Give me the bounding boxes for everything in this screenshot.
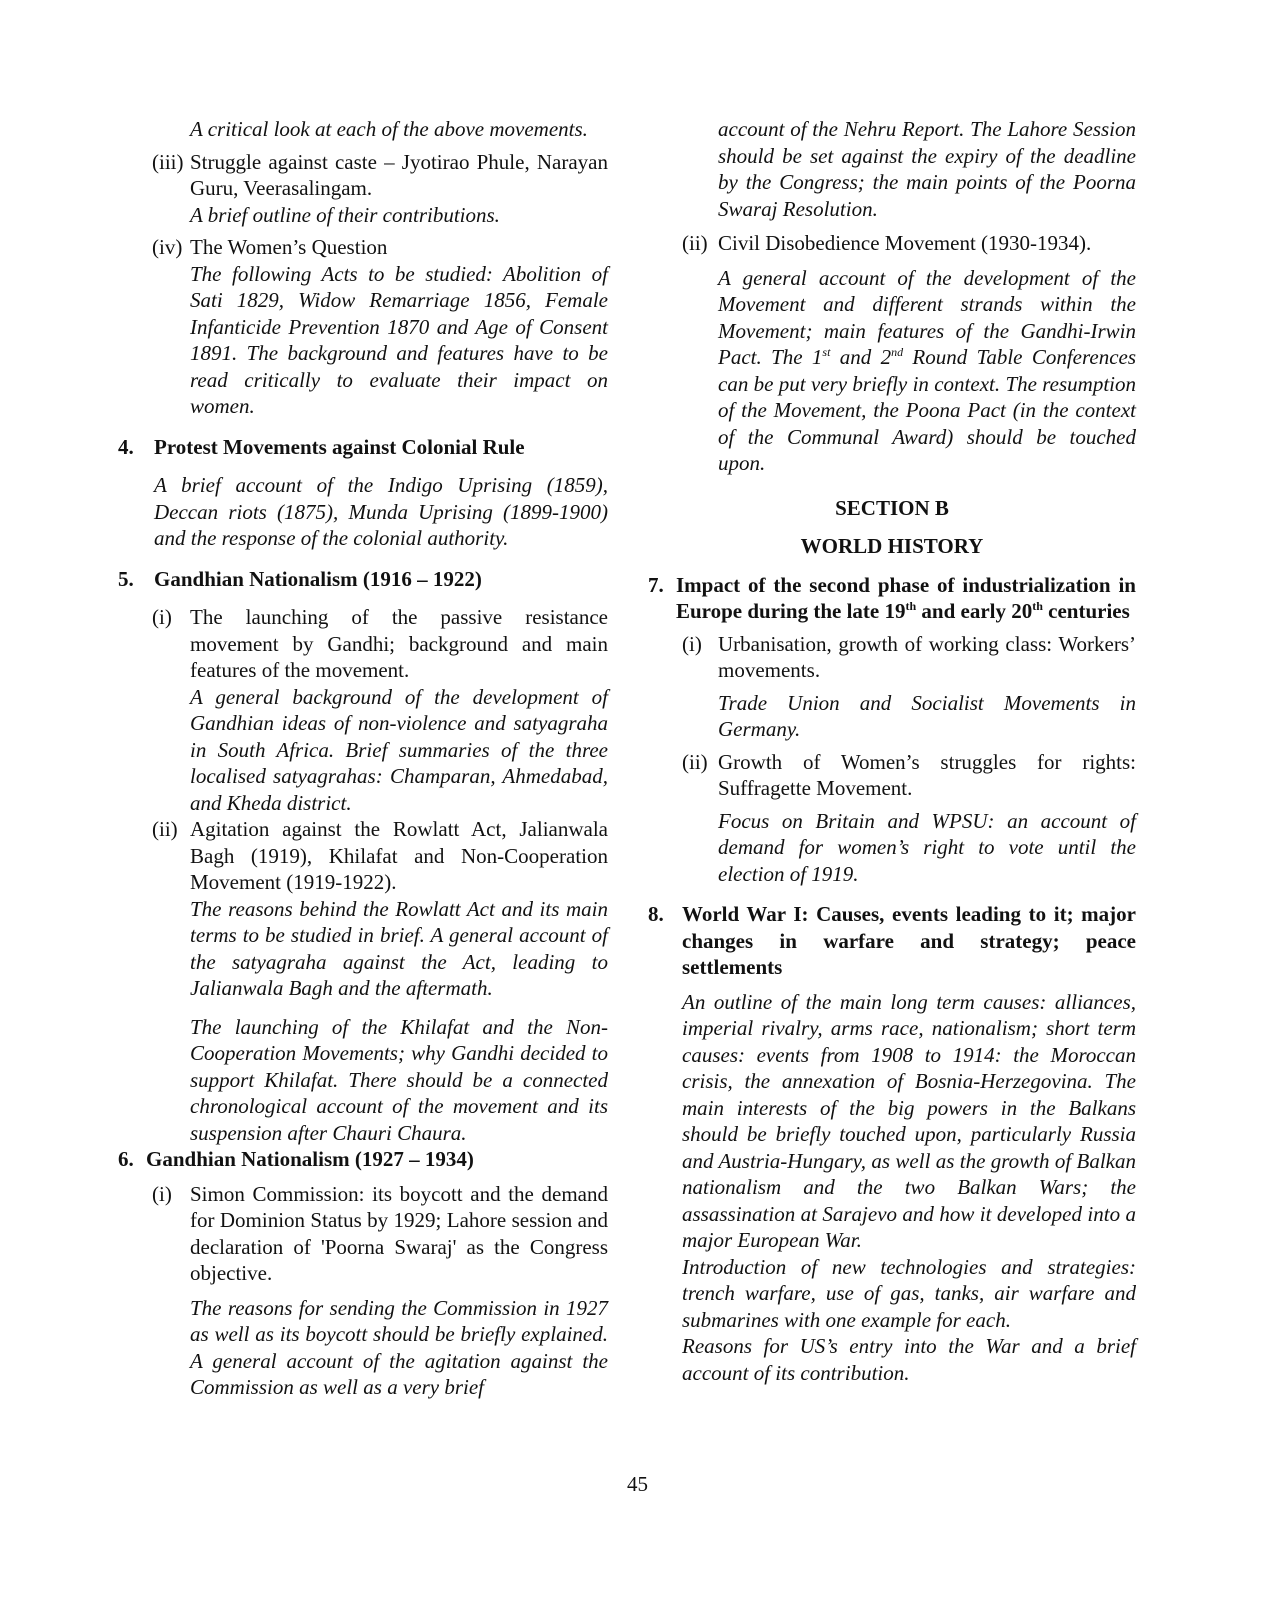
item-iii-note: A brief outline of their contributions. (190, 202, 500, 227)
page-number: 45 (627, 1472, 648, 1496)
section-7-number: 7. (648, 572, 664, 597)
section-5-number: 5. (118, 566, 134, 591)
section-6-number: 6. (118, 1147, 134, 1171)
section-8-note-3: Reasons for US’s entry into the War and a brief account of its contribution. (682, 1334, 1136, 1385)
section-8-note-1: An outline of the main long term causes: alliances, imperial rivalry, arms race, nationalism; short term causes: events from 1908 to 1914: the Moroccan crisis, the annexation of Bosnia-Herzegovina. The main interests of the big powers in the Balkans should be briefly touched upon, particularly Russia and Austria-Hungary, as well as the growth of Balkan nationalism and the two Balkan Wars; the assassination at Sarajevo and how it developed into a major European War. (682, 989, 1136, 1252)
section-7-item-ii-text: Growth of Women’s struggles for rights: Suffragette Movement. (718, 749, 1136, 800)
section-5-heading (118, 566, 608, 593)
note-part-c: Round Table Conferences can be put very briefly in context. The resumption of the Movement, the Poona Pact (in the context of the Communal Award) should be touched upon. (718, 345, 1137, 475)
left-column (118, 116, 608, 1401)
section-6-heading (118, 1146, 608, 1173)
item-iii-text: Struggle against caste – Jyotirao Phule, Narayan Guru, Veerasalingam. (190, 149, 608, 200)
section-5-item-i (118, 604, 608, 684)
section-5-item-ii-note-1: The reasons behind the Rowlatt Act and its main terms to be studied in brief. A general account of the satyagraha against the Act, leading to Jalianwala Bagh and the aftermath. (190, 896, 608, 1000)
right-column (648, 116, 1136, 1386)
note-part-a: A general account of the development of the Movement and different strands within the Movement; main features of the Gandhi-Irwin Pact. The 1 (718, 265, 1136, 369)
section-7-sup-2: th (1032, 599, 1043, 613)
item-iii-number: (iii) (152, 149, 184, 174)
section-5-item-i-number: (i) (152, 605, 172, 629)
section-7-item-i-text: Urbanisation, growth of working class: Workers’ movements. (718, 631, 1136, 682)
section-8-note-2: Introduction of new technologies and strategies: trench warfare, use of gas, tanks, air warfare and submarines with one example for each. (682, 1254, 1136, 1332)
section-7-item-i (648, 631, 1136, 684)
note-sup-1: st (822, 345, 831, 359)
section-7-heading (648, 572, 1136, 625)
section-7-title-a: Impact of the second phase of industrialization in Europe during the late 19 (676, 572, 1136, 623)
item-iv-number: (iv) (152, 235, 183, 259)
note-sup-2: nd (891, 345, 904, 359)
section-5-item-i-note: A general background of the development of Gandhian ideas of non-violence and satyagraha in South Africa. Brief summaries of the three localised satyagrahas: Champaran, Ahmedabad, and Kheda district. (190, 684, 608, 815)
section-5-item-ii (118, 816, 608, 896)
section-7-title-b: and early 20 (916, 599, 1033, 623)
section-title: WORLD HISTORY (800, 534, 984, 558)
section-6-item-i-note: The reasons for sending the Commission in 1927 as well as its boycott should be briefly explained. A general account of the agitation against the Commission as well as a very brief (190, 1295, 608, 1399)
intro-note: A critical look at each of the above movements. (190, 117, 588, 141)
section-5-item-ii-note-2: The launching of the Khilafat and the Non-Cooperation Movements; why Gandhi decided to support Khilafat. There should be a connected chronological account of the movement and its suspension after Chauri Chaura. (190, 1014, 608, 1145)
section-5-item-i-text: The launching of the passive resistance movement by Gandhi; background and main features of the movement. (190, 605, 608, 682)
section-6-item-i-text: Simon Commission: its boycott and the demand for Dominion Status by 1929; Lahore session and declaration of 'Poorna Swaraj' as the Congress objective. (190, 1181, 608, 1285)
section-6-title: Gandhian Nationalism (1927 – 1934) (146, 1147, 474, 1171)
section-6-item-i (118, 1181, 608, 1287)
section-7-item-ii (648, 749, 1136, 802)
section-6-item-ii-note (648, 265, 1136, 477)
section-6-item-i-number: (i) (152, 1181, 172, 1206)
item-iv (118, 234, 608, 261)
section-4-number: 4. (118, 434, 134, 459)
section-7-title-c: centuries (1042, 599, 1130, 623)
section-5-item-ii-text: Agitation against the Rowlatt Act, Jalianwala Bagh (1919), Khilafat and Non-Cooperation Movement (1919-1922). (190, 817, 608, 894)
continued-note: account of the Nehru Report. The Lahore Session should be set against the expiry of the deadline by the Congress; the main points of the Poorna Swaraj Resolution. (718, 117, 1136, 221)
section-7-item-i-number: (i) (682, 631, 702, 656)
note-part-b: and 2 (830, 345, 892, 369)
section-6-item-ii-text: Civil Disobedience Movement (1930-1934). (718, 231, 1092, 255)
section-label: SECTION B (835, 495, 949, 520)
section-7-title (676, 572, 1136, 625)
section-4-title: Protest Movements against Colonial Rule (154, 434, 525, 459)
section-5-item-ii-number: (ii) (152, 817, 178, 841)
item-iv-text: The Women’s Question (190, 235, 388, 259)
section-8-heading (648, 901, 1136, 981)
section-8-title: World War I: Causes, events leading to it; major changes in warfare and strategy; peace settlements (682, 902, 1136, 979)
section-7-sup-1: th (905, 599, 917, 613)
section-5-title: Gandhian Nationalism (1916 – 1922) (154, 566, 482, 591)
section-8-number: 8. (648, 902, 664, 926)
section-4-heading (118, 434, 608, 461)
section-6-item-ii-number: (ii) (682, 231, 708, 255)
section-6-item-ii (648, 230, 1136, 257)
section-4-note: A brief account of the Indigo Uprising (1859), Deccan riots (1875), Munda Uprising (1899-1900) and the response of the colonial authority. (154, 473, 608, 550)
section-7-item-ii-note: Focus on Britain and WPSU: an account of demand for women’s right to vote until the election of 1919. (718, 808, 1136, 886)
item-iii (118, 149, 608, 202)
section-7-item-i-note: Trade Union and Socialist Movements in Germany. (718, 690, 1136, 741)
section-7-item-ii-number: (ii) (682, 749, 708, 774)
item-iv-note: The following Acts to be studied: Abolition of Sati 1829, Widow Remarriage 1856, Female Infanticide Prevention 1870 and Age of Consent 1891. The background and features have to be read critically to evaluate their impact on women. (190, 261, 608, 418)
